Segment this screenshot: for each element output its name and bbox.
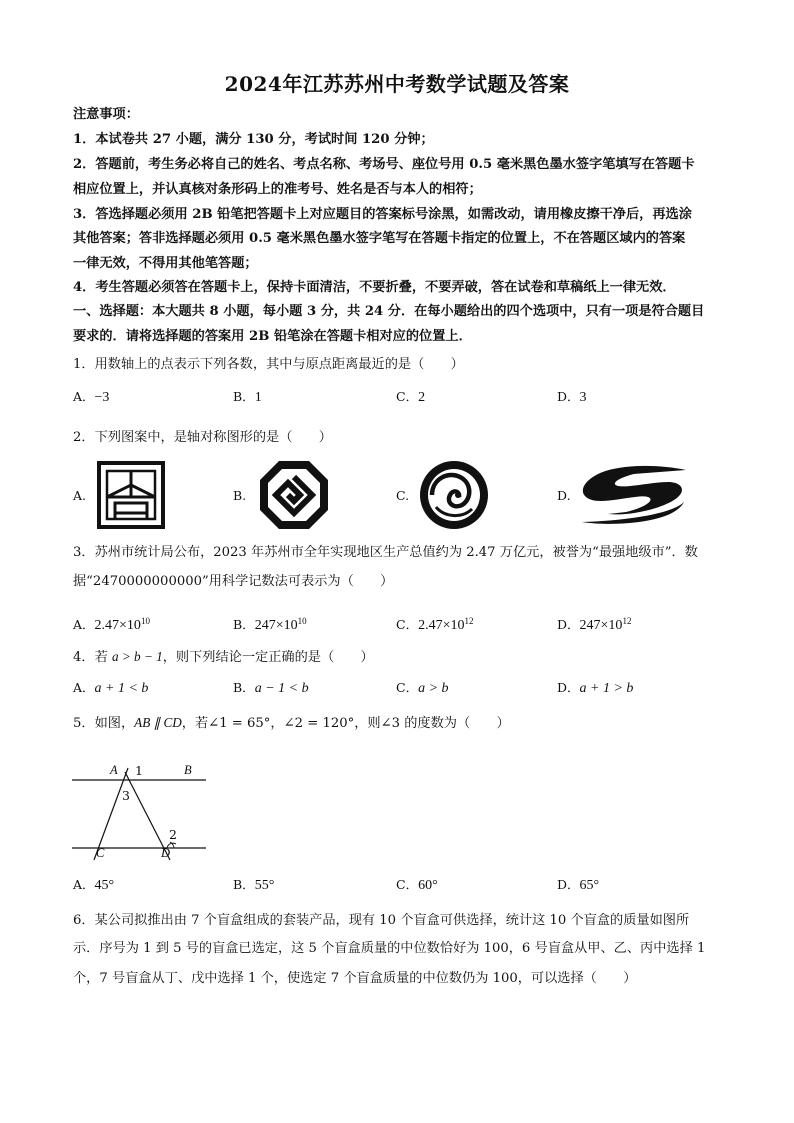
question-4-stem: 4．若 a > b − 1，则下列结论一定正确的是（ ） xyxy=(73,649,374,665)
figure-label-c: C xyxy=(96,846,105,860)
q1-option-a: A．−3 xyxy=(73,389,110,405)
page-title: 2024年江苏苏州中考数学试题及答案 xyxy=(224,72,570,96)
question-1-stem: 1．用数轴上的点表示下列各数，其中与原点距离最近的是（ ） xyxy=(73,357,464,372)
q4-option-d: D．a + 1 > b xyxy=(557,680,634,696)
octagon-spiral-icon xyxy=(257,458,331,532)
figure-label-angle-3: 3 xyxy=(122,788,130,803)
q5-option-a: A．45° xyxy=(73,877,115,893)
figure-label-a: A xyxy=(110,763,118,777)
q4-option-a: A．a + 1 < b xyxy=(73,680,149,696)
question-6-stem: 示．序号为 1 到 5 号的盲盒已选定，这 5 个盲盒质量的中位数恰好为 100，6 号盲盒从甲、乙、丙中选择 1 xyxy=(73,941,706,956)
q5-option-b: B．55° xyxy=(233,877,275,893)
q1-option-c: C．2 xyxy=(396,389,426,405)
question-6-stem: 个，7 号盲盒从丁、戊中选择 1 个，使选定 7 个盲盒质量的中位数仍为 100，可以选择（ ） xyxy=(73,971,637,986)
section-heading: 要求的．请将选择题的答案用 2B 铅笔涂在答题卡相对应的位置上． xyxy=(73,329,472,344)
q3-option-d: D．$247\times 10^{12}$ xyxy=(557,616,632,634)
circle-swirl-icon xyxy=(418,459,490,531)
q4-option-c: C．a > b xyxy=(396,680,449,696)
window-pattern-icon xyxy=(97,461,165,529)
note-line: 其他答案；答非选择题必须用 0.5 毫米黑色墨水签字笔写在答题卡指定的位置上，不在答题区域内的答案 xyxy=(73,231,686,246)
figure-label-b: B xyxy=(184,763,192,777)
q2-option-a-label: A. xyxy=(73,488,87,503)
q2-option-b-label: B. xyxy=(233,488,247,503)
q4-option-b: B．a − 1 < b xyxy=(233,680,309,696)
question-2-stem: 2．下列图案中，是轴对称图形的是（ ） xyxy=(73,430,332,445)
q3-option-a: A．$2.47\times 10^{10}$ xyxy=(73,616,150,634)
question-3-stem: 3．苏州市统计局公布，2023 年苏州市全年实现地区生产总值约为 2.47 万亿元，被誉为“最强地级市”．数 xyxy=(73,545,698,560)
figure-label-d: D xyxy=(161,846,171,860)
q2-option-d-label: D. xyxy=(557,488,571,503)
question-3-stem: 据“2470000000000”用科学记数法可表示为（ ） xyxy=(73,574,394,589)
figure-label-angle-1: 1 xyxy=(135,763,143,778)
q5-option-d: D．65° xyxy=(557,877,600,893)
s-swoosh-logo-icon xyxy=(578,464,690,526)
figure-label-angle-2: 2 xyxy=(169,827,177,842)
section-heading: 一、选择题：本大题共 8 小题，每小题 3 分，共 24 分．在每小题给出的四个选项中，只有一项是符合题目 xyxy=(73,304,705,319)
q3-option-c: C．$2.47\times 10^{12}$ xyxy=(396,616,474,634)
note-line: 相应位置上，并认真核对条形码上的准考号、姓名是否与本人的相符； xyxy=(73,182,482,197)
q1-option-d: D．3 xyxy=(557,389,587,405)
note-line: 2．答题前，考生务必将自己的姓名、考点名称、考场号、座位号用 0.5 毫米黑色墨水签字笔填写在答题卡 xyxy=(73,157,695,172)
note-line: 1．本试卷共 27 小题，满分 130 分，考试时间 120 分钟； xyxy=(73,132,434,147)
note-line: 3．答选择题必须用 2B 铅笔把答题卡上对应题目的答案标号涂黑，如需改动，请用橡皮擦干净后，再选涂 xyxy=(73,207,692,222)
q1-option-b: B．1 xyxy=(233,389,262,405)
question-6-stem: 6．某公司拟推出由 7 个盲盒组成的套装产品，现有 10 个盲盒可供选择，统计这 10 个盲盒的质量如图所 xyxy=(73,913,690,928)
q3-option-b: B．$247\times 10^{10}$ xyxy=(233,616,307,634)
question-5-stem: 5．如图，AB ∥ CD，若∠1 = 65°，∠2 = 120°，则∠3 的度数为（ ） xyxy=(73,715,510,731)
q2-option-c-label: C. xyxy=(396,488,410,503)
notes-heading: 注意事项： xyxy=(73,107,139,122)
note-line: 一律无效，不得用其他笔答题； xyxy=(73,256,258,271)
q5-option-c: C．60° xyxy=(396,877,438,893)
note-line: 4．考生答题必须答在答题卡上，保持卡面清洁，不要折叠，不要弄破，答在试卷和草稿纸上一律无效． xyxy=(73,280,676,295)
